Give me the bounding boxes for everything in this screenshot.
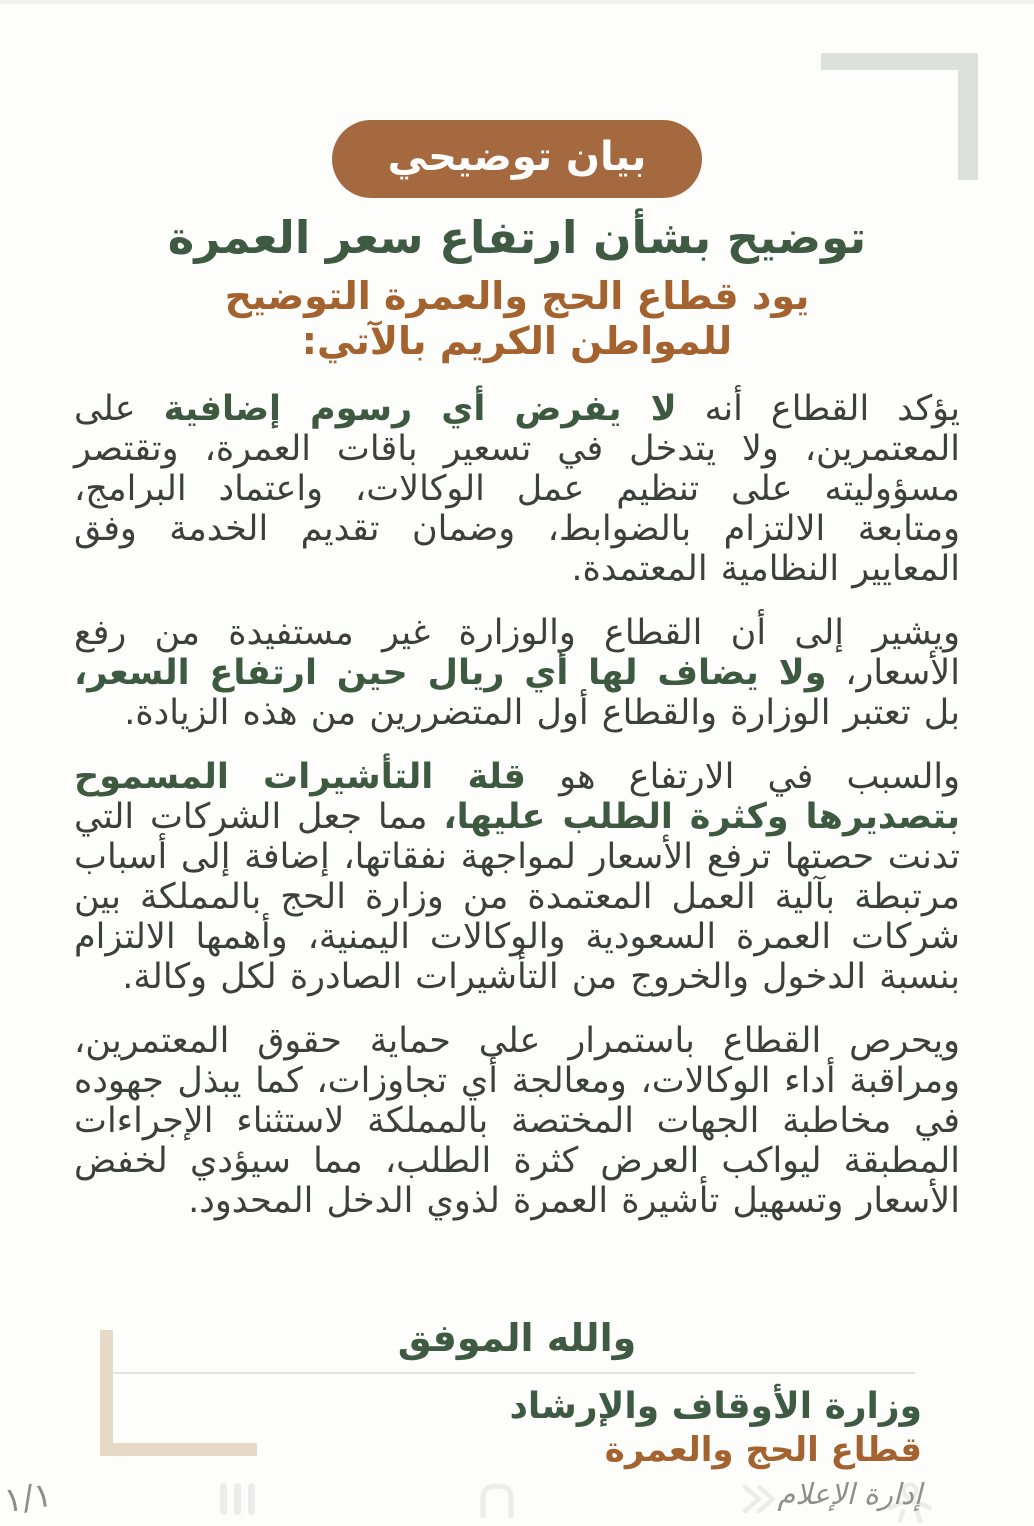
page-subtitle: يود قطاع الحج والعمرة التوضيح للمواطن الكريم بالآتي: [224,273,810,363]
page-title: توضيح بشأن ارتفاع سعر العمرة [167,211,867,264]
signature-department: إدارة الإعلام [777,1477,922,1512]
statement-paragraph [74,1021,960,1221]
badge-container [74,120,960,198]
closing-phrase: والله الموفق [397,1316,637,1360]
statement-badge: بيان توضيحي [332,120,703,198]
paragraph-text: يؤكد القطاع أنه [676,389,960,430]
page-indicator: ١/١ [1,1474,55,1522]
paragraph-text: والسبب في الارتفاع هو [525,757,960,798]
paragraph-text: ويشير إلى أن القطاع والوزارة غير مستفيدة من رفع الأسعار، [74,613,960,694]
paragraph-text: ويحرص القطاع باستمرار على حماية حقوق المعتمرين، ومراقبة أداء الوكالات، ومعالجة أي تجاوزات، كما يبذل جهوده في مخاطبة الجهات المختصة بالمملكة لاستثناء الإجراءات المطبقة ليواكب العرض كثرة الطلب، مما سيؤدي لخفض الأسعار وتسهيل تأشيرة العمرة لذوي الدخل المحدود. [74,1021,960,1222]
statement-footer [0,1318,1034,1512]
statement-paragraph [74,389,960,589]
statement-body [74,389,960,1221]
footer-divider [112,1372,915,1374]
paragraph-highlight: قلة التأشيرات المسموح بتصديرها وكثرة الطلب عليها، [74,757,960,838]
paragraph-text: مما جعل الشركات التي تدنت حصتها ترفع الأسعار لمواجهة نفقاتها، إضافة إلى أسباب مرتبطة بآلية العمل المعتمدة من وزارة الحج بالمملكة بين شركات العمرة السعودية والوكالات اليمنية، وأهمها الالتزام بنسبة الدخول والخروج من التأشيرات الصادرة لكل وكالة. [74,797,960,998]
signature-sector: قطاع الحج والعمرة [604,1430,922,1471]
paragraph-highlight: لا يفرض أي رسوم إضافية [163,389,677,430]
paragraph-highlight: ولا يضاف لها أي ريال حين ارتفاع السعر، [74,653,827,694]
statement-paragraph [74,613,960,733]
paragraph-text: بل تعتبر الوزارة والقطاع أول المتضررين من هذه الزيادة. [124,693,960,734]
statement-paragraph [74,757,960,997]
paragraph-text: على المعتمرين، ولا يتدخل في تسعير باقات العمرة، وتقتصر مسؤوليته على تنظيم عمل الوكالات، واعتماد البرامج، ومتابعة الالتزام بالضوابط، وضمان تقديم الخدمة وفق المعايير النظامية المعتمدة. [74,389,960,590]
signature-ministry: وزارة الأوقاف والإرشاد [509,1385,922,1427]
signature-block [0,1386,1034,1512]
